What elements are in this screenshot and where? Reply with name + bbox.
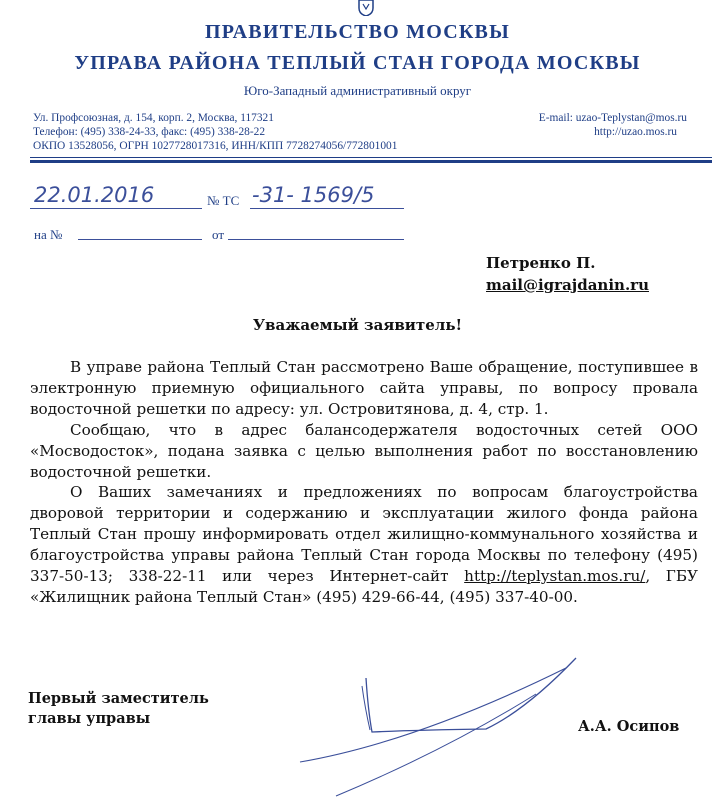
codes-text: ОКПО 13528056, ОГРН 1027728017316, ИНН/КПП 7728274056/772801001 <box>33 140 398 152</box>
ref-line <box>78 239 202 240</box>
registration-number: -31- 1569/5 <box>252 183 375 207</box>
paragraph-3 <box>30 482 698 607</box>
moscow-coat-of-arms-icon <box>356 0 376 16</box>
number-line <box>250 208 404 209</box>
from-line <box>228 239 404 240</box>
recipient-name: Петренко П. <box>486 254 596 272</box>
recipient-email: mail@igrajdanin.ru <box>486 276 649 294</box>
website-text: http://uzao.mos.ru <box>594 126 677 138</box>
district-name: Юго-Западный административный округ <box>243 83 472 98</box>
government-title: ПРАВИТЕЛЬСТВО МОСКВЫ <box>205 21 510 43</box>
uprava-title: УПРАВА РАЙОНА ТЕПЛЫЙ СТАН ГОРОДА МОСКВЫ <box>74 52 641 74</box>
registration-date: 22.01.2016 <box>34 183 155 207</box>
from-label: от <box>212 227 225 242</box>
greeting: Уважаемый заявитель! <box>252 316 463 334</box>
signer-name: А.А. Осипов <box>578 718 680 735</box>
address-text: Ул. Профсоюзная, д. 154, корп. 2, Москва, 117321 <box>33 112 274 124</box>
header-divider-thin <box>30 157 712 158</box>
email-text: E-mail: uzao-Teplystan@mos.ru <box>538 112 687 124</box>
number-label: № ТС <box>207 193 240 208</box>
signer-title-line2: главы управы <box>28 710 151 727</box>
signer-title-line1: Первый заместитель <box>28 690 209 707</box>
paragraph-3-text: О Ваших замечаниях и предложениях по вопросам благоустройства дворовой территории и содержанию и эксплуатации жилого фонда района Теплый Стан прошу информировать отдел жилищно-коммунального хозяйства и благоустройства управы района Теплый Стан города Москвы по телефону (495) 337-50-13; 338-22-11 или через Интернет-сайт <box>30 483 698 586</box>
header-divider-thick <box>30 160 712 163</box>
letter-body <box>30 357 698 608</box>
date-line <box>30 208 202 209</box>
paragraph-3-tail: , ГБУ «Жилищник района Теплый Стан» (495) 429-66-44, (495) 337-40-00. <box>30 567 698 606</box>
teplystan-site-link[interactable]: http://teplystan.mos.ru/ <box>464 567 646 586</box>
ref-label: на № <box>34 227 63 242</box>
phone-text: Телефон: (495) 338-24-33, факс: (495) 338-28-22 <box>33 126 266 138</box>
paragraph-2: Сообщаю, что в адрес балансодержателя водосточных сетей ООО «Мосводосток», подана заявка с целью выполнения работ по восстановлению водосточной решетки. <box>30 420 698 481</box>
paragraph-1: В управе района Теплый Стан рассмотрено Ваше обращение, поступившее в электронную приемную официального сайта управы, по вопросу провала водосточной решетки по адресу: ул. Островитянова, д. 4, стр. 1. <box>30 358 698 418</box>
handwritten-signature <box>296 650 586 800</box>
